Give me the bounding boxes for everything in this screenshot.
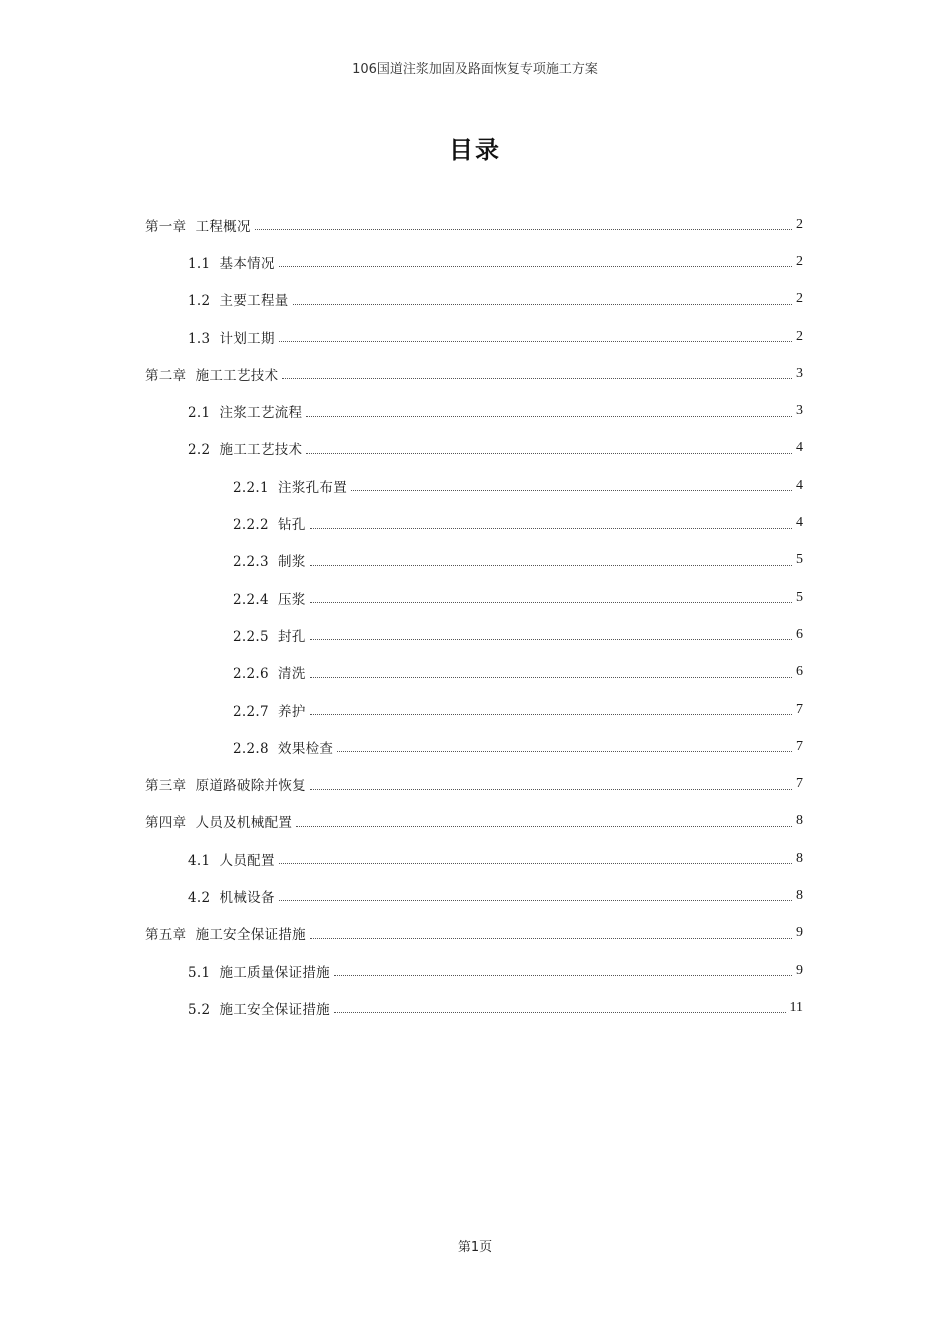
toc-entry-page: 6 [796,626,803,642]
toc-entry-label: 2.2.2 钻孔 [233,517,306,534]
toc-entry[interactable] [0,318,950,355]
toc-entry-page: 8 [796,887,803,903]
toc-entry-page: 8 [796,850,803,866]
toc-entry[interactable] [0,430,950,467]
toc-title: 目录 [449,136,501,164]
dot-leader [293,304,792,305]
toc-entry-label: 5.1 施工质量保证措施 [188,964,330,981]
toc-entry[interactable] [0,877,950,914]
toc-entry[interactable] [0,952,950,989]
toc-entry-label: 2.1 注浆工艺流程 [188,405,303,422]
toc-entry[interactable] [0,840,950,877]
toc-entry-page: 2 [796,328,803,344]
dot-leader [279,341,792,342]
page-header: 106国道注浆加固及路面恢复专项施工方案 [352,62,598,77]
toc-entry[interactable] [0,765,950,802]
dot-leader [279,863,792,864]
toc-entry-label: 2.2.6 清洗 [233,666,306,683]
toc-entry[interactable] [0,915,950,952]
toc-entry[interactable] [0,616,950,653]
toc-entry[interactable] [0,206,950,243]
toc-entry-page: 2 [796,253,803,269]
toc-entry-label: 第二章 施工工艺技术 [145,367,279,384]
dot-leader [296,826,792,827]
table-of-contents [0,206,950,1027]
toc-entry[interactable] [0,579,950,616]
dot-leader [306,416,792,417]
toc-entry[interactable] [0,281,950,318]
toc-entry-page: 2 [796,216,803,232]
toc-entry-page: 8 [796,813,803,829]
toc-entry[interactable] [0,467,950,504]
toc-entry-page: 7 [796,701,803,717]
toc-entry-label: 1.1 基本情况 [188,255,275,272]
toc-entry-label: 1.2 主要工程量 [188,293,289,310]
toc-entry-label: 2.2.4 压浆 [233,591,306,608]
toc-entry-label: 2.2.7 养护 [233,703,306,720]
dot-leader [310,789,792,790]
page-footer: 第1页 [457,1240,493,1255]
toc-entry-page: 4 [796,515,803,531]
dot-leader [282,378,792,379]
dot-leader [334,1012,786,1013]
toc-entry-label: 2.2 施工工艺技术 [188,442,303,459]
dot-leader [310,565,792,566]
toc-entry-page: 5 [796,589,803,605]
toc-entry-label: 2.2.3 制浆 [233,554,306,571]
toc-entry-page: 9 [796,962,803,978]
toc-entry[interactable] [0,392,950,429]
dot-leader [255,229,792,230]
toc-entry-page: 3 [796,365,803,381]
toc-entry-label: 4.1 人员配置 [188,852,275,869]
toc-entry[interactable] [0,542,950,579]
toc-entry-label: 2.2.5 封孔 [233,628,306,645]
dot-leader [310,714,792,715]
toc-entry-label: 2.2.1 注浆孔布置 [233,479,348,496]
toc-entry[interactable] [0,803,950,840]
toc-entry-page: 2 [796,291,803,307]
dot-leader [310,602,792,603]
toc-entry-label: 第五章 施工安全保证措施 [145,927,306,944]
toc-entry-page: 7 [796,738,803,754]
toc-entry[interactable] [0,355,950,392]
dot-leader [310,938,792,939]
toc-entry-label: 第四章 人员及机械配置 [145,815,293,832]
toc-entry-label: 第三章 原道路破除并恢复 [145,778,306,795]
dot-leader [279,266,792,267]
toc-entry-label: 1.3 计划工期 [188,330,275,347]
toc-entry[interactable] [0,504,950,541]
dot-leader [279,900,792,901]
toc-entry-page: 6 [796,664,803,680]
toc-entry-page: 11 [789,999,803,1015]
toc-entry[interactable] [0,243,950,280]
toc-entry-page: 7 [796,776,803,792]
dot-leader [310,639,792,640]
toc-entry-label: 4.2 机械设备 [188,889,275,906]
toc-entry[interactable] [0,691,950,728]
toc-entry-page: 9 [796,925,803,941]
toc-entry-page: 5 [796,552,803,568]
toc-entry[interactable] [0,989,950,1026]
toc-entry[interactable] [0,654,950,691]
toc-entry-page: 4 [796,440,803,456]
toc-entry-page: 3 [796,403,803,419]
dot-leader [337,751,792,752]
toc-entry-label: 2.2.8 效果检查 [233,740,334,757]
toc-entry-page: 4 [796,477,803,493]
dot-leader [310,528,792,529]
toc-entry-label: 第一章 工程概况 [145,218,251,235]
dot-leader [310,677,792,678]
toc-entry[interactable] [0,728,950,765]
dot-leader [351,490,792,491]
dot-leader [334,975,792,976]
toc-entry-label: 5.2 施工安全保证措施 [188,1001,330,1018]
dot-leader [306,453,792,454]
